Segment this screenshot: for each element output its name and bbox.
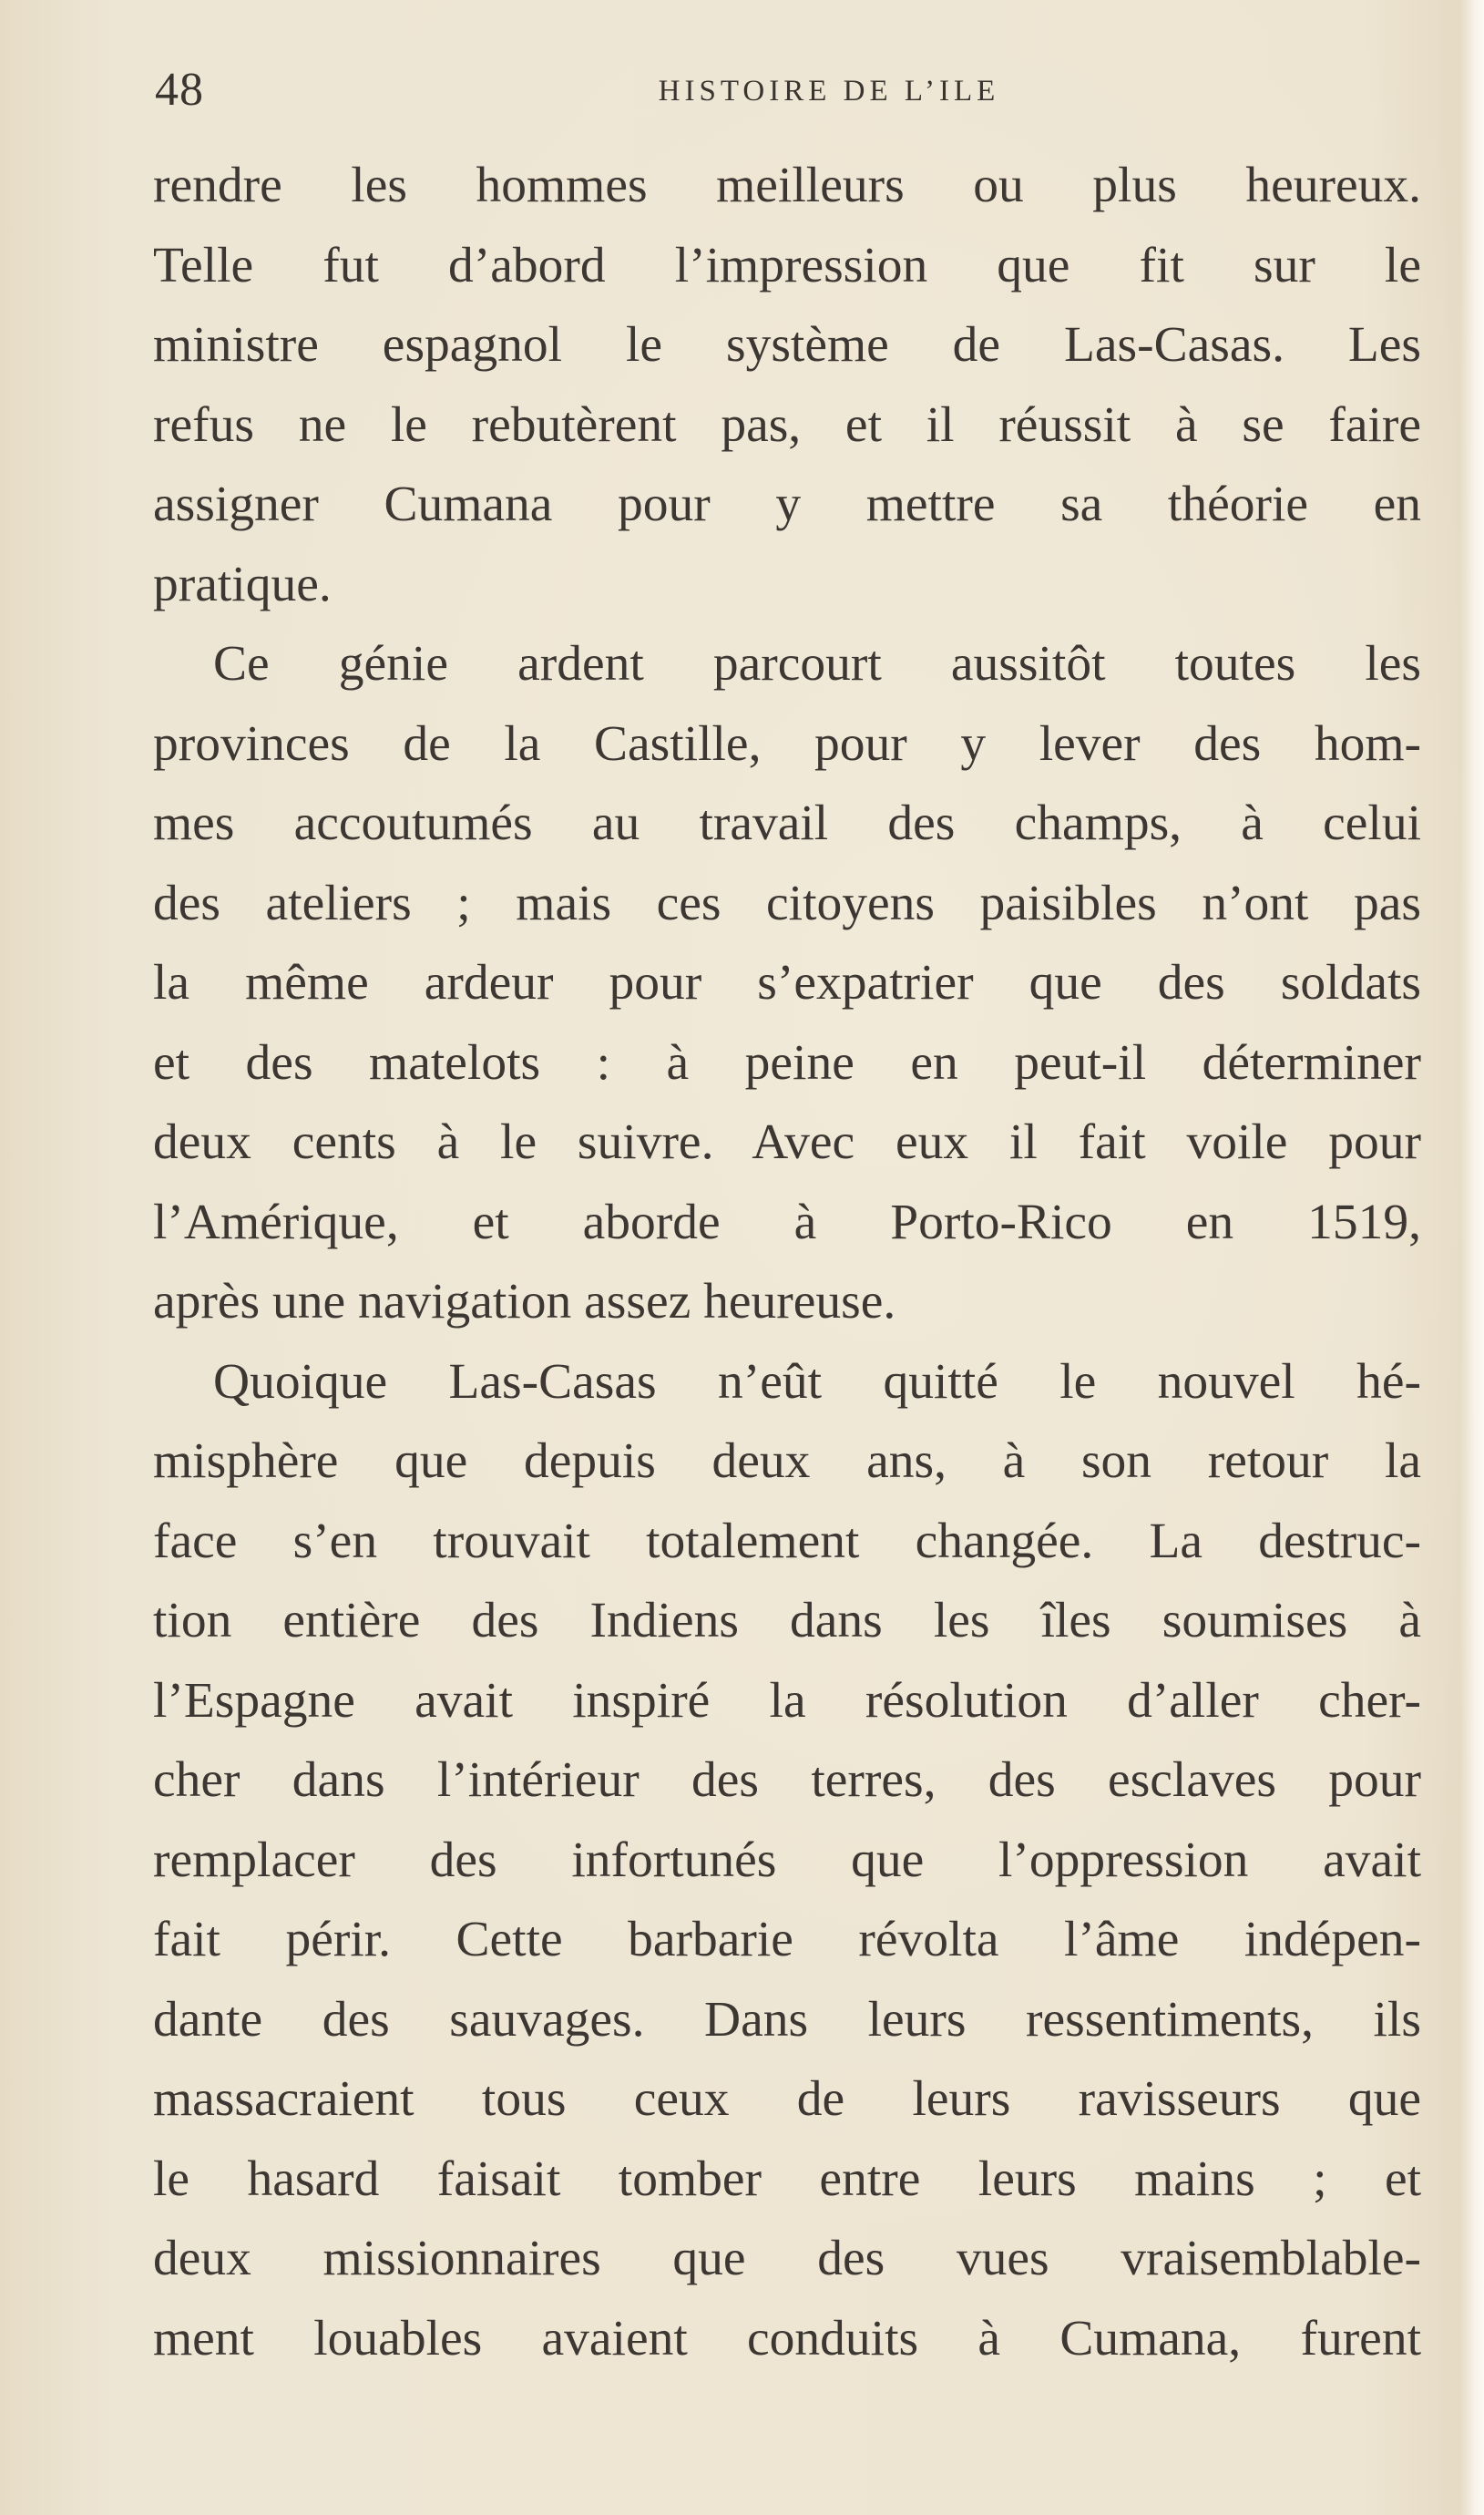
text-line: dante des sauvages. Dans leurs ressentiments, ils xyxy=(153,1991,1421,2048)
text-line: mes accoutumés au travail des champs, à celui xyxy=(153,796,1421,851)
page-edge xyxy=(1460,0,1484,2515)
text-line: provinces de la Castille, pour y lever des hom- xyxy=(153,715,1421,772)
text-line: ment louables avaient conduits à Cumana, furent xyxy=(153,2310,1421,2366)
body-text xyxy=(153,146,1421,2378)
page-number: 48 xyxy=(155,64,204,116)
text-line: cher dans l’intérieur des terres, des esclaves pour xyxy=(153,1752,1421,1808)
page-header xyxy=(155,58,1421,122)
text-line: remplacer des infortunés que l’oppression avait xyxy=(153,1832,1421,1888)
text-line: et des matelots : à peine en peut-il déterminer xyxy=(153,1034,1421,1091)
text-line: l’Amérique, et aborde à Porto-Rico en 1519, xyxy=(153,1194,1421,1250)
text-line: l’Espagne avait inspiré la résolution d’aller cher- xyxy=(153,1672,1421,1729)
text-line: face s’en trouvait totalement changée. La destruc- xyxy=(153,1513,1421,1569)
text-line: le hasard faisait tomber entre leurs mains ; et xyxy=(153,2151,1421,2207)
text-line: misphère que depuis deux ans, à son retour la xyxy=(153,1433,1421,1489)
text-line: deux cents à le suivre. Avec eux il fait voile pour xyxy=(153,1114,1421,1170)
text-line: ministre espagnol le système de Las-Casas. Les xyxy=(153,317,1421,373)
text-line: des ateliers ; mais ces citoyens paisibles n’ont pas xyxy=(153,875,1421,931)
text-line: deux missionnaires que des vues vraisemblable- xyxy=(153,2231,1421,2286)
text-line: massacraient tous ceux de leurs ravisseurs que xyxy=(153,2071,1421,2127)
text-line: après une navigation assez heureuse. xyxy=(153,1274,896,1329)
text-line: Ce génie ardent parcourt aussitôt toutes les xyxy=(213,636,1421,692)
text-line: assigner Cumana pour y mettre sa théorie en xyxy=(153,477,1421,532)
text-line: Telle fut d’abord l’impression que fit sur le xyxy=(153,237,1421,293)
text-line: tion entière des Indiens dans les îles soumises à xyxy=(153,1593,1421,1648)
text-line: rendre les hommes meilleurs ou plus heureux. xyxy=(153,158,1421,213)
running-title: HISTOIRE DE L’ILE xyxy=(658,75,1000,108)
text-line: fait périr. Cette barbarie révolta l’âme indépen- xyxy=(153,1912,1421,1967)
text-line: Quoique Las-Casas n’eût quitté le nouvel hé- xyxy=(213,1353,1421,1410)
text-line: la même ardeur pour s’expatrier que des soldats xyxy=(153,955,1421,1011)
text-line: pratique. xyxy=(153,556,332,612)
text-line: refus ne le rebutèrent pas, et il réussit à se faire xyxy=(153,396,1421,453)
